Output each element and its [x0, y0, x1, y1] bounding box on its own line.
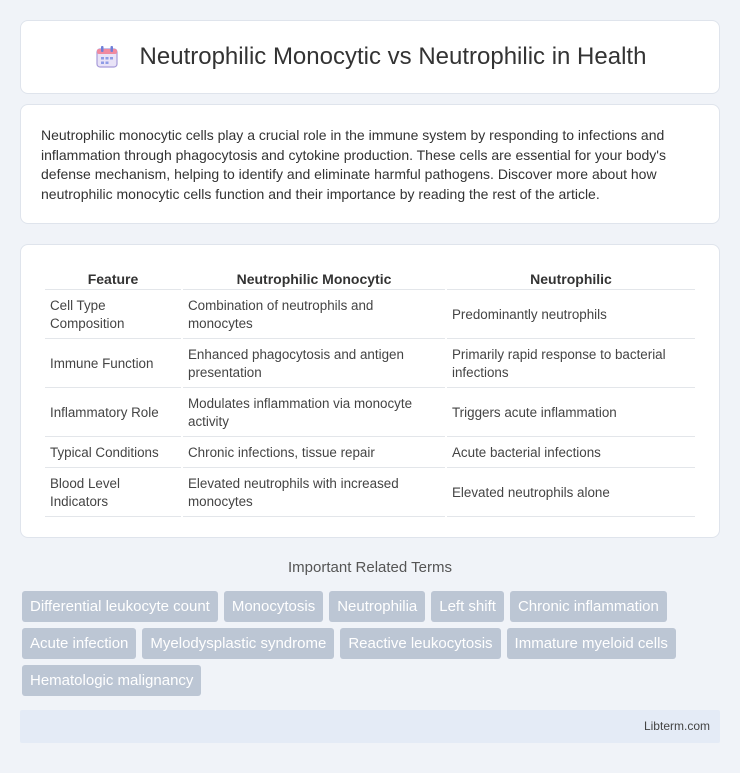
table-cell: Combination of neutrophils and monocytes	[183, 292, 445, 339]
table-row	[45, 341, 695, 388]
column-header-feature: Feature	[45, 267, 181, 290]
term-tag[interactable]: Hematologic malignancy	[22, 665, 201, 696]
table-header-row	[45, 267, 695, 290]
term-tag[interactable]: Chronic inflammation	[510, 591, 667, 622]
intro-card	[20, 104, 720, 224]
intro-text: Neutrophilic monocytic cells play a crucial role in the immune system by responding to infections and inflammation through phagocytosis and cytokine production. These cells are essential for your body's defense mechanism, helping to identify and eliminate harmful pathogens. Discover more about how neutrophilic monocytic cells function and their importance by reading the rest of the article.	[41, 127, 666, 202]
table-cell: Modulates inflammation via monocyte activity	[183, 390, 445, 437]
table-cell: Elevated neutrophils with increased monocytes	[183, 470, 445, 517]
table-cell: Triggers acute inflammation	[447, 390, 695, 437]
comparison-table-card	[20, 244, 720, 538]
column-header-neutrophilic-monocytic: Neutrophilic Monocytic	[183, 267, 445, 290]
term-tag[interactable]: Differential leukocyte count	[22, 591, 218, 622]
table-cell: Elevated neutrophils alone	[447, 470, 695, 517]
table-cell: Enhanced phagocytosis and antigen presentation	[183, 341, 445, 388]
term-tag[interactable]: Left shift	[431, 591, 504, 622]
table-cell: Acute bacterial infections	[447, 439, 695, 468]
term-tag[interactable]: Myelodysplastic syndrome	[142, 628, 334, 659]
term-tag[interactable]: Reactive leukocytosis	[340, 628, 500, 659]
page-title: Neutrophilic Monocytic vs Neutrophilic in Health	[139, 43, 647, 70]
related-terms-title: Important Related Terms	[288, 559, 452, 576]
term-tag[interactable]: Neutrophilia	[329, 591, 425, 622]
table-cell: Predominantly neutrophils	[447, 292, 695, 339]
related-terms-list	[22, 591, 722, 702]
term-tag[interactable]: Immature myeloid cells	[507, 628, 676, 659]
column-header-neutrophilic: Neutrophilic	[447, 267, 695, 290]
table-cell: Immune Function	[45, 341, 181, 388]
header-card	[20, 20, 720, 94]
footer-brand-link[interactable]: Libterm.com	[643, 719, 710, 733]
table-row	[45, 390, 695, 437]
term-tag[interactable]: Monocytosis	[224, 591, 323, 622]
table-cell: Primarily rapid response to bacterial infections	[447, 341, 695, 388]
table-row	[45, 292, 695, 339]
footer	[20, 710, 720, 743]
table-cell: Chronic infections, tissue repair	[183, 439, 445, 468]
table-cell: Typical Conditions	[45, 439, 181, 468]
table-row	[45, 439, 695, 468]
table-cell: Inflammatory Role	[45, 390, 181, 437]
table-cell: Blood Level Indicators	[45, 470, 181, 517]
table-row	[45, 470, 695, 517]
calendar-icon	[94, 44, 120, 70]
comparison-table	[43, 265, 697, 519]
table-cell: Cell Type Composition	[45, 292, 181, 339]
term-tag[interactable]: Acute infection	[22, 628, 136, 659]
